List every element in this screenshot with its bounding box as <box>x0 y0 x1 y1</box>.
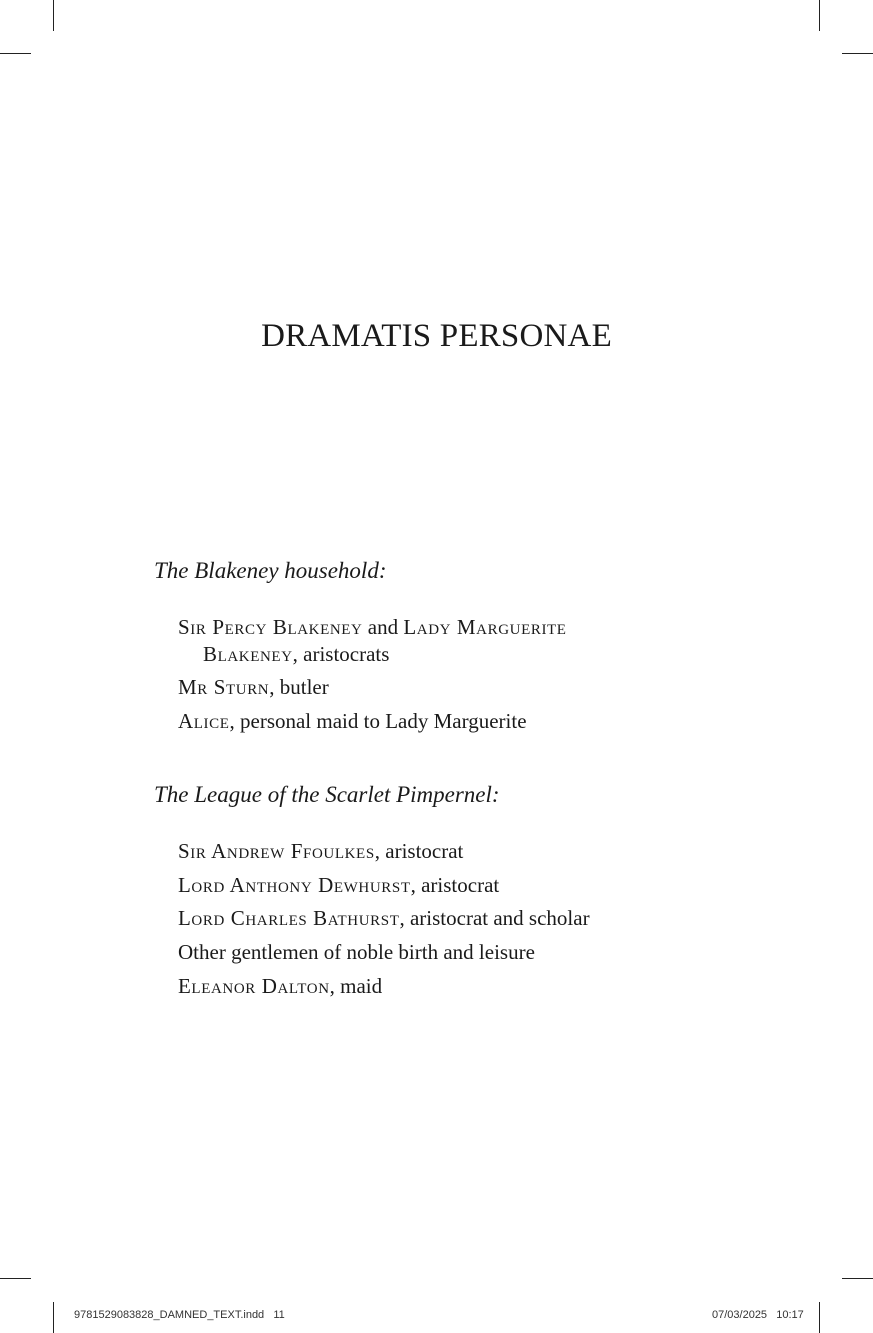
crop-mark <box>819 1302 820 1333</box>
slug-filename: 9781529083828_DAMNED_TEXT.indd 11 <box>74 1309 285 1321</box>
character-name: Sir Andrew Ffoulkes <box>178 839 375 863</box>
cast-entry <box>178 872 698 899</box>
character-name: Blakeney <box>203 642 293 666</box>
crop-mark <box>53 1302 54 1333</box>
character-description: , aristocrats <box>292 642 390 666</box>
cast-entry <box>178 939 698 966</box>
character-name: Alice <box>178 709 230 733</box>
character-name: Eleanor Dalton <box>178 974 330 998</box>
joiner: and <box>362 615 404 639</box>
crop-mark <box>819 0 820 31</box>
page-title: DRAMATIS PERSONAE <box>261 318 612 354</box>
cast-entry <box>178 905 698 932</box>
character-name: Lord Charles Bathurst <box>178 906 400 930</box>
character-name: Sir Percy Blakeney <box>178 615 363 639</box>
cast-entry <box>178 674 698 701</box>
section-heading-blakeney-household: The Blakeney household: <box>154 558 387 583</box>
cast-entry <box>178 708 698 735</box>
character-name: Mr Sturn <box>178 675 270 699</box>
character-description: , aristocrat <box>410 873 500 897</box>
character-description: , maid <box>329 974 383 998</box>
crop-mark <box>0 53 31 54</box>
crop-mark <box>53 0 54 31</box>
character-description: , aristocrat and scholar <box>399 906 590 930</box>
character-description: , aristocrat <box>374 839 464 863</box>
crop-mark <box>842 53 873 54</box>
crop-mark <box>0 1278 31 1279</box>
cast-entry <box>178 973 698 1000</box>
character-name: Lord Anthony Dewhurst <box>178 873 411 897</box>
character-description: , personal maid to Lady Marguerite <box>229 709 527 733</box>
character-description: Other gentlemen of noble birth and leisure <box>178 940 535 964</box>
section-heading-league: The League of the Scarlet Pimpernel: <box>154 782 500 807</box>
cast-entry <box>178 614 698 668</box>
character-name: Lady Marguerite <box>403 615 567 639</box>
crop-mark <box>842 1278 873 1279</box>
slug-datetime: 07/03/2025 10:17 <box>712 1309 804 1321</box>
cast-entry <box>178 838 698 865</box>
character-description: , butler <box>269 675 329 699</box>
